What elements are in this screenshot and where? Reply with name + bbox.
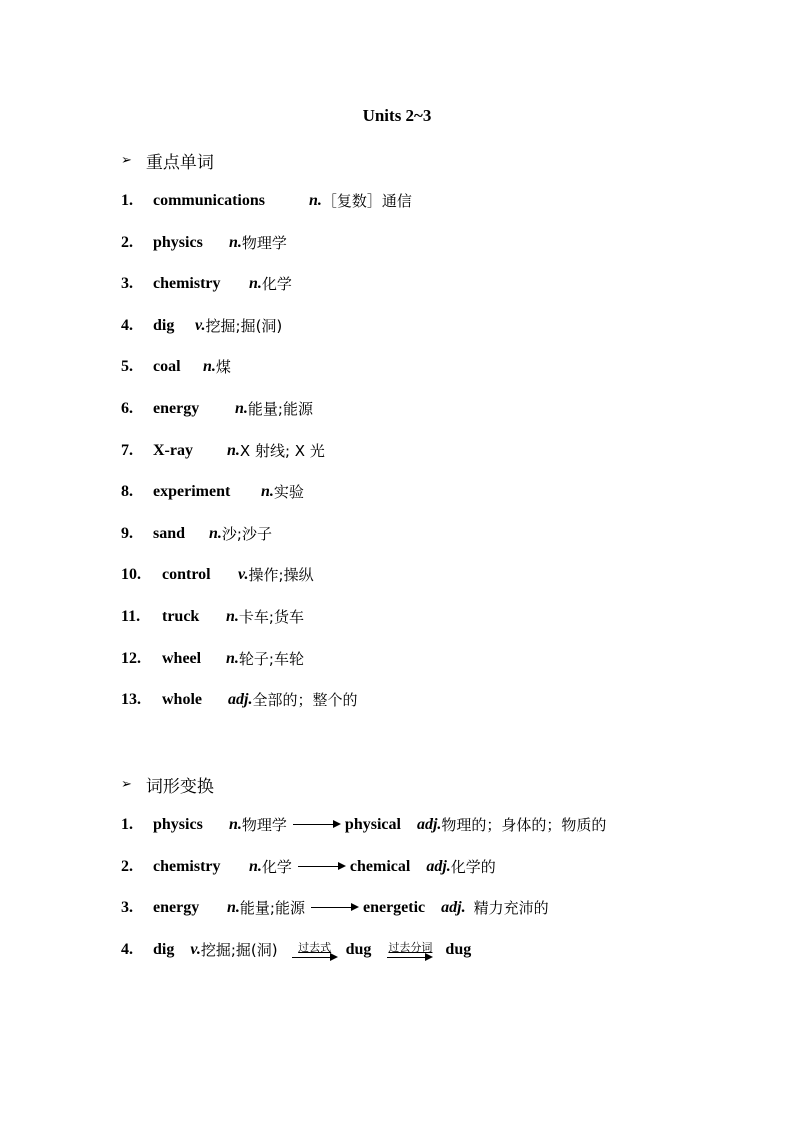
past-participle-arrow [387, 942, 433, 962]
word-row [121, 606, 304, 628]
item-meaning: 能量;能源 [247, 400, 313, 418]
item-number: 3. [121, 275, 133, 293]
item-meaning: 卡车;货车 [238, 608, 304, 626]
item-number: 3. [121, 899, 133, 917]
item-meaning: 能量;能源 [239, 899, 305, 918]
word-row [121, 689, 357, 711]
past-participle-label: 过去分词 [388, 941, 433, 954]
item-word: sand [153, 524, 186, 542]
past-tense-arrow [292, 942, 338, 962]
item-meaning: 化学 [261, 275, 292, 294]
item-number: 9. [121, 524, 133, 542]
word-form-row-dig [121, 939, 471, 961]
item-word: chemistry [153, 857, 221, 875]
item-pos: n. [209, 524, 222, 542]
item-pos: n. [227, 899, 240, 917]
word-form-row [121, 897, 549, 919]
item-number: 1. [121, 816, 133, 833]
section-heading-text: 词形变换 [145, 777, 214, 797]
word-row [121, 190, 412, 212]
word-form-row [121, 814, 606, 836]
word-form-row [121, 856, 496, 878]
derived-pos: adj. [441, 899, 466, 917]
item-meaning: ［复数］通信 [321, 192, 412, 210]
item-word: wheel [162, 649, 202, 667]
derived-pos: adj. [416, 816, 442, 833]
right-arrow-icon [387, 954, 433, 962]
item-meaning: 操作;操纵 [248, 566, 314, 585]
section-heading-text: 重点单词 [145, 153, 214, 173]
word-row [121, 481, 304, 503]
item-word: energy [153, 400, 200, 417]
item-number: 8. [121, 483, 133, 501]
right-arrow-icon [311, 902, 359, 914]
item-word: physics [153, 816, 203, 833]
item-pos: v. [238, 566, 249, 584]
right-arrow-icon [292, 954, 338, 962]
item-meaning: 挖掘;掘(洞) [205, 316, 283, 335]
item-pos: n. [226, 608, 239, 625]
item-pos: n. [235, 400, 248, 417]
item-number: 4. [121, 941, 133, 958]
word-row [121, 232, 287, 254]
item-number: 6. [121, 400, 133, 417]
right-arrow-icon [293, 819, 341, 831]
item-number: 5. [121, 358, 133, 376]
item-word: X-ray [153, 441, 193, 459]
item-pos: adj. [228, 691, 253, 709]
item-word: experiment [153, 483, 231, 501]
item-number: 11. [121, 608, 141, 625]
item-word: physics [153, 233, 203, 251]
item-pos: n. [309, 192, 322, 209]
past-participle-form: dug [445, 941, 472, 958]
word-row [121, 356, 231, 378]
item-number: 4. [121, 316, 133, 334]
item-number: 2. [121, 233, 133, 251]
item-meaning: 化学 [261, 857, 292, 876]
page-title: Units 2~3 [362, 106, 432, 125]
item-pos: n. [249, 275, 262, 293]
item-meaning: 轮子;车轮 [238, 649, 304, 668]
word-row [121, 564, 314, 586]
section-word-forms-heading [121, 772, 214, 797]
past-tense-form: dug [345, 941, 372, 958]
word-row [121, 273, 292, 295]
item-pos: n. [261, 483, 274, 501]
item-pos: n. [249, 857, 262, 875]
item-number: 1. [121, 192, 133, 209]
word-row [121, 523, 272, 545]
item-pos: v. [190, 941, 201, 958]
word-row [121, 398, 313, 420]
item-word: coal [153, 358, 181, 376]
past-tense-label: 过去式 [298, 941, 332, 954]
item-meaning: 物理学 [241, 233, 287, 252]
section-key-words-heading [121, 148, 214, 173]
item-word: truck [162, 608, 200, 625]
item-word: dig [153, 941, 175, 958]
item-pos: v. [195, 316, 206, 334]
item-word: whole [162, 691, 202, 709]
word-row [121, 648, 304, 670]
item-word: control [162, 566, 211, 584]
item-word: energy [153, 899, 200, 917]
item-pos: n. [226, 649, 239, 667]
derived-word: physical [344, 816, 401, 833]
item-meaning: 全部的；整个的 [252, 691, 358, 710]
item-pos: n. [203, 358, 216, 376]
derived-pos: adj. [426, 857, 451, 875]
item-meaning: 煤 [215, 358, 231, 377]
derived-meaning: 化学的 [450, 857, 496, 876]
item-meaning: X 射线; X 光 [239, 441, 325, 460]
item-meaning: 挖掘;掘(洞) [200, 941, 278, 959]
item-word: communications [153, 192, 265, 209]
word-row [121, 440, 325, 462]
item-meaning: 实验 [273, 483, 304, 502]
item-meaning: 沙;沙子 [221, 524, 272, 543]
arrow-bullet-icon: ➢ [121, 153, 132, 168]
item-word: chemistry [153, 275, 221, 293]
item-number: 10. [121, 566, 141, 584]
word-row [121, 315, 282, 337]
item-pos: n. [227, 441, 240, 459]
item-pos: n. [229, 233, 242, 251]
arrow-bullet-icon: ➢ [121, 777, 132, 792]
item-word: dig [153, 316, 175, 334]
item-meaning: 物理学 [241, 816, 287, 834]
item-number: 13. [121, 691, 141, 709]
right-arrow-icon [298, 861, 346, 873]
derived-word: chemical [349, 857, 411, 875]
derived-word: energetic [362, 899, 426, 917]
item-number: 12. [121, 649, 141, 667]
item-pos: n. [229, 816, 242, 833]
item-number: 7. [121, 441, 133, 459]
derived-meaning: 精力充沛的 [473, 899, 549, 918]
item-number: 2. [121, 857, 133, 875]
derived-meaning: 物理的；身体的；物质的 [441, 816, 607, 834]
